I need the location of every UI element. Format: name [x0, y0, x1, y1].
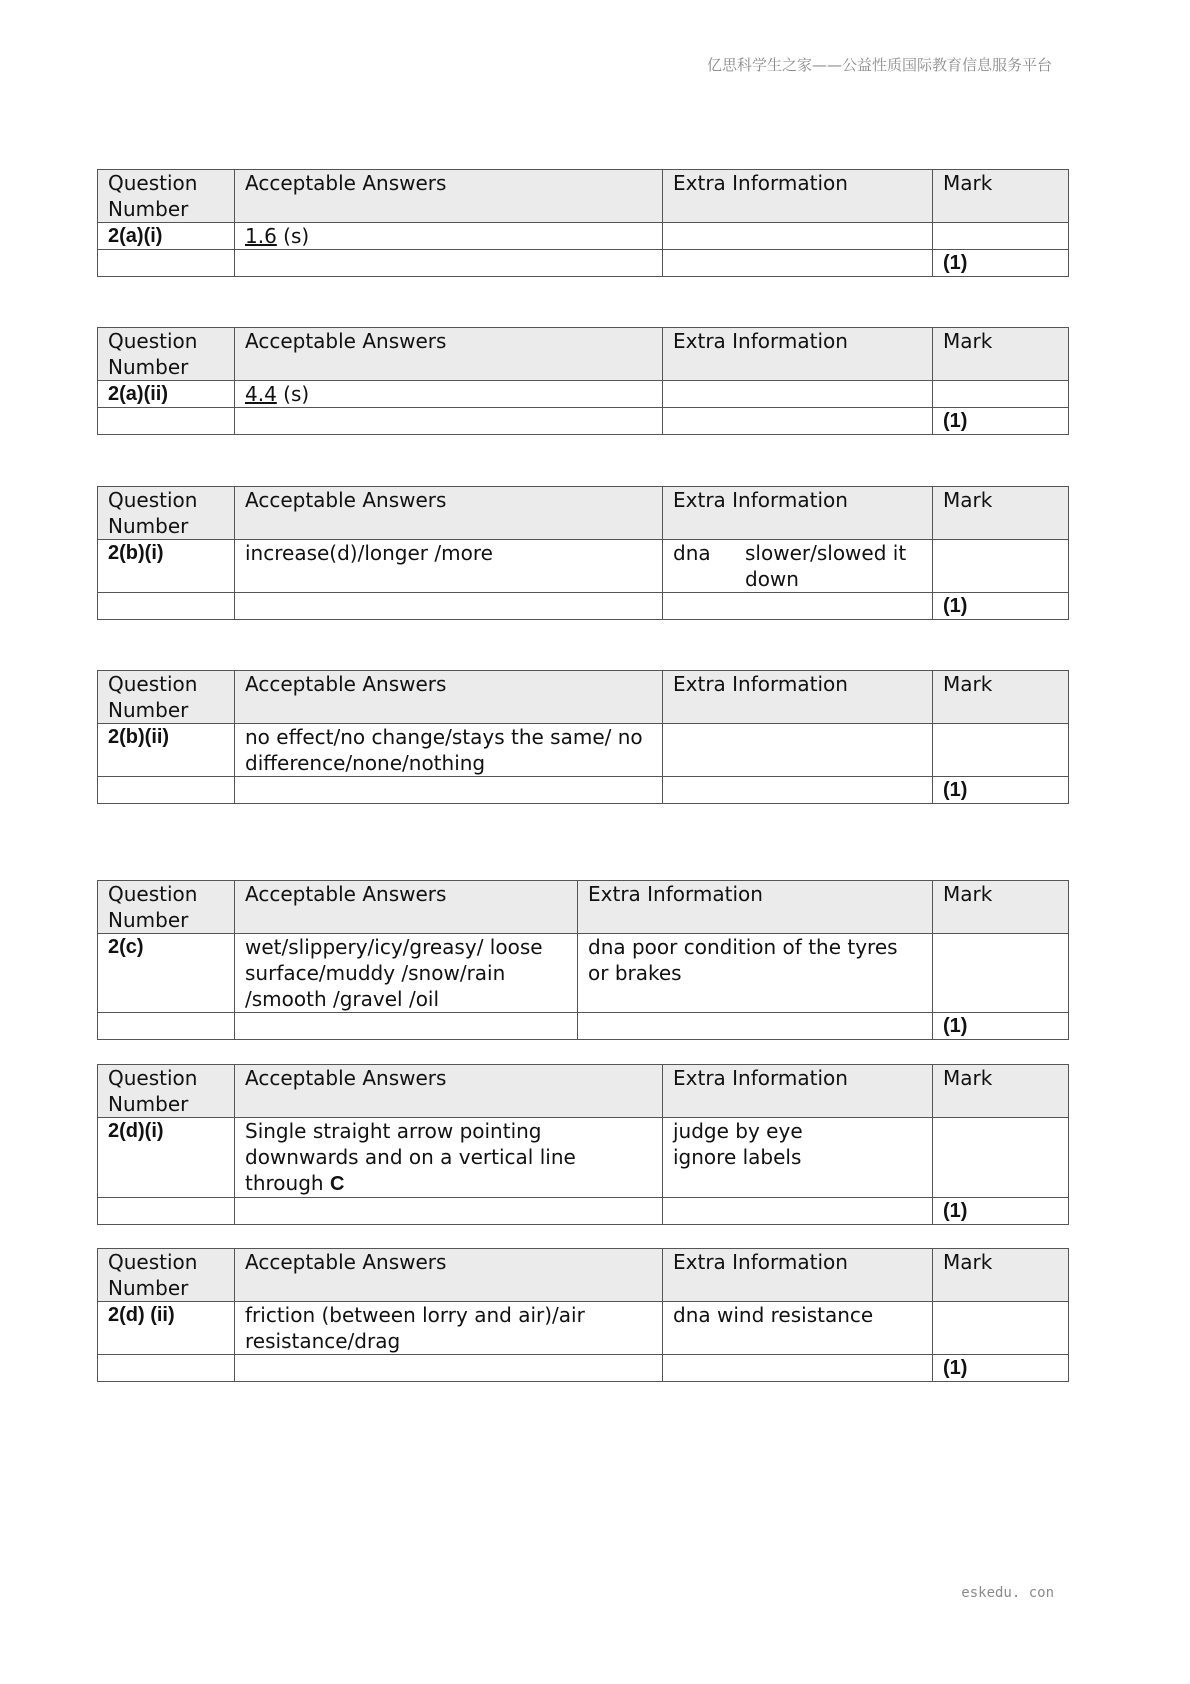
extra-text: slower/slowed it down	[745, 541, 907, 591]
mark-cell	[933, 1302, 1069, 1355]
extra-information	[663, 540, 933, 593]
extra-information	[663, 1118, 933, 1198]
header-mark: Mark	[933, 487, 1069, 540]
mark-value: (1)	[933, 1198, 1069, 1225]
header-acceptable-answers: Acceptable Answers	[235, 1249, 663, 1302]
header-mark: Mark	[933, 671, 1069, 724]
extra-information	[663, 724, 933, 777]
extra-information: dna wind resistance	[663, 1302, 933, 1355]
header-question-number: Question Number	[98, 671, 235, 724]
acceptable-answer	[235, 381, 663, 408]
mark-value: (1)	[933, 250, 1069, 277]
answer-bold-letter: C	[329, 1173, 345, 1195]
header-acceptable-answers: Acceptable Answers	[235, 1065, 663, 1118]
mark-cell	[933, 934, 1069, 1013]
question-number: 2(b)(ii)	[98, 724, 235, 777]
mark-cell	[933, 540, 1069, 593]
header-extra-information: Extra Information	[663, 170, 933, 223]
mark-value: (1)	[933, 777, 1069, 804]
mark-scheme-table-2a-ii	[97, 327, 1069, 435]
header-extra-information: Extra Information	[663, 671, 933, 724]
header-question-number: Question Number	[98, 1249, 235, 1302]
header-acceptable-answers: Acceptable Answers	[235, 487, 663, 540]
question-number: 2(c)	[98, 934, 235, 1013]
acceptable-answer: no effect/no change/stays the same/ no difference/none/nothing	[235, 724, 663, 777]
header-question-number: Question Number	[98, 170, 235, 223]
question-number: 2(d) (ii)	[98, 1302, 235, 1355]
header-mark: Mark	[933, 881, 1069, 934]
header-acceptable-answers: Acceptable Answers	[235, 881, 578, 934]
question-number: 2(a)(ii)	[98, 381, 235, 408]
mark-cell	[933, 724, 1069, 777]
mark-cell	[933, 223, 1069, 250]
acceptable-answer	[235, 1118, 663, 1198]
header-mark: Mark	[933, 170, 1069, 223]
extra-information: dna poor condition of the tyres or brakes	[578, 934, 933, 1013]
header-extra-information: Extra Information	[663, 1249, 933, 1302]
footer-note: eskedu. con	[961, 1585, 1054, 1601]
mark-value: (1)	[933, 408, 1069, 435]
extra-line-2: ignore labels	[673, 1145, 802, 1169]
acceptable-answer: increase(d)/longer /more	[235, 540, 663, 593]
mark-scheme-table-2b-ii	[97, 670, 1069, 804]
mark-cell	[933, 1118, 1069, 1198]
answer-value: 1.6	[245, 224, 277, 248]
acceptable-answer: friction (between lorry and air)/air resistance/drag	[235, 1302, 663, 1355]
header-question-number: Question Number	[98, 487, 235, 540]
answer-value: 4.4	[245, 382, 277, 406]
mark-scheme-table-2c	[97, 880, 1069, 1040]
header-acceptable-answers: Acceptable Answers	[235, 328, 663, 381]
header-extra-information: Extra Information	[663, 1065, 933, 1118]
dna-label: dna	[673, 541, 711, 565]
answer-text: Single straight arrow pointing downwards and on a vertical line through	[245, 1119, 576, 1195]
answer-unit: (s)	[276, 224, 310, 248]
header-mark: Mark	[933, 1249, 1069, 1302]
mark-value: (1)	[933, 1355, 1069, 1382]
extra-information	[663, 223, 933, 250]
answer-unit: (s)	[276, 382, 310, 406]
header-mark: Mark	[933, 1065, 1069, 1118]
header-note: 亿思科学生之家——公益性质国际教育信息服务平台	[706, 56, 1052, 74]
header-question-number: Question Number	[98, 328, 235, 381]
mark-value: (1)	[933, 1013, 1069, 1040]
header-acceptable-answers: Acceptable Answers	[235, 671, 663, 724]
header-question-number: Question Number	[98, 881, 235, 934]
mark-scheme-table-2d-ii	[97, 1248, 1069, 1382]
header-extra-information: Extra Information	[663, 487, 933, 540]
header-acceptable-answers: Acceptable Answers	[235, 170, 663, 223]
mark-cell	[933, 381, 1069, 408]
header-extra-information: Extra Information	[663, 328, 933, 381]
mark-scheme-table-2a-i	[97, 169, 1069, 277]
extra-line-1: judge by eye	[673, 1119, 803, 1143]
mark-scheme-table-2d-i	[97, 1064, 1069, 1225]
mark-scheme-table-2b-i	[97, 486, 1069, 620]
header-extra-information: Extra Information	[578, 881, 933, 934]
question-number: 2(a)(i)	[98, 223, 235, 250]
mark-value: (1)	[933, 593, 1069, 620]
header-mark: Mark	[933, 328, 1069, 381]
question-number: 2(d)(i)	[98, 1118, 235, 1198]
header-question-number: Question Number	[98, 1065, 235, 1118]
extra-information	[663, 381, 933, 408]
acceptable-answer: wet/slippery/icy/greasy/ loose surface/muddy /snow/rain /smooth /gravel /oil	[235, 934, 578, 1013]
question-number: 2(b)(i)	[98, 540, 235, 593]
acceptable-answer	[235, 223, 663, 250]
